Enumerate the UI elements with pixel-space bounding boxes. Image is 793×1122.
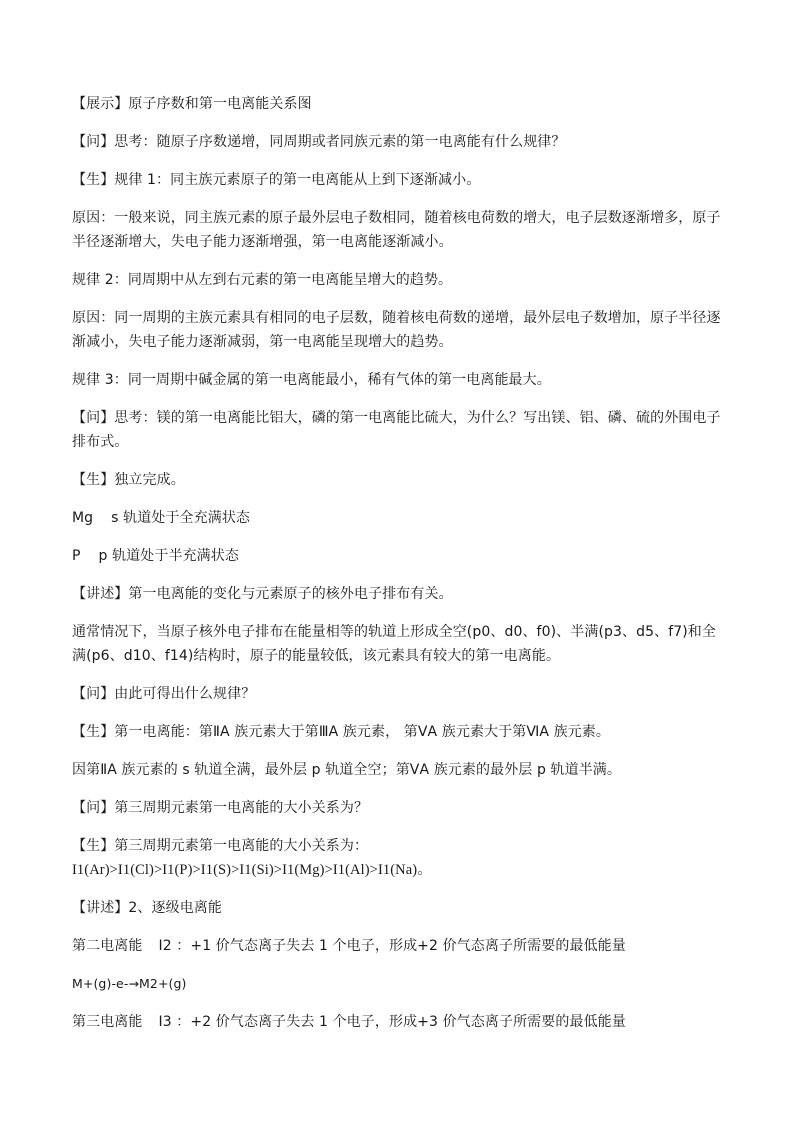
ionization-order-formula: I1(Ar)>I1(Cl)>I1(P)>I1(S)>I1(Si)>I1(Mg)>I1(Al)>I1(Na)。: [72, 862, 432, 878]
rule-3: 规律 3：同一周期中碱金属的第一电离能最小，稀有气体的第一电离能最大。: [72, 372, 551, 388]
showcase-heading: 【展示】原子序数和第一电离能关系图: [72, 96, 312, 112]
rule-reason: 因第ⅡA 族元素的 s 轨道全满，最外层 p 轨道全空；第ⅤA 族元素的最外层 p 轨道半满。: [72, 762, 621, 778]
lecture-2: 【讲述】2、逐级电离能: [72, 900, 223, 916]
document-page: [72, 92, 724, 1048]
second-ionization-definition: Ⅰ2 ：+1 价气态离子失去 1 个电子，形成+2 价气态离子所需要的最低能量: [158, 938, 626, 954]
rule-1: 【生】规律 1：同主族元素原子的第一电离能从上到下逐渐减小。: [72, 172, 481, 188]
mg-line: [72, 506, 724, 530]
p-symbol: P: [72, 548, 81, 564]
third-ionization-definition: Ⅰ3 ：+2 价气态离子失去 1 个电子，形成+3 价气态离子所需要的最低能量: [158, 1014, 626, 1030]
period-3-order-label: 【生】第三周期元素第一电离能的大小关系为：: [72, 838, 369, 854]
student-rule: 【生】第一电离能：第ⅡA 族元素大于第ⅢA 族元素， 第ⅤA 族元素大于第ⅥA 族元素。: [72, 724, 610, 740]
question-1: 【问】思考：随原子序数递增，同周期或者同族元素的第一电离能有什么规律？: [72, 134, 566, 150]
question-2: 【问】思考：镁的第一电离能比铝大，磷的第一电离能比硫大，为什么？写出镁、铝、磷、硫的外围电子排布式。: [72, 410, 721, 450]
third-ionization-line: [72, 1010, 724, 1034]
p-note: p 轨道处于半充满状态: [98, 548, 239, 564]
lecture-1: 【讲述】第一电离能的变化与元素原子的核外电子排布有关。: [72, 586, 453, 602]
mg-symbol: Mg: [72, 510, 94, 526]
student-answer: 【生】独立完成。: [72, 472, 185, 488]
rule-2: 规律 2：同周期中从左到右元素的第一电离能呈增大的趋势。: [72, 272, 453, 288]
mg-note: s 轨道处于全充满状态: [111, 510, 251, 526]
reason-1: 原因：一般来说，同主族元素的原子最外层电子数相同，随着核电荷数的增大，电子层数逐渐增多，原子半径逐渐增大，失电子能力逐渐增强，第一电离能逐渐减小。: [72, 210, 721, 250]
reason-2: 原因：同一周期的主族元素具有相同的电子层数，随着核电荷数的递增，最外层电子数增加，原子半径逐渐减小，失电子能力逐渐减弱，第一电离能呈现增大的趋势。: [72, 310, 721, 350]
third-ionization-term: 第三电离能: [72, 1014, 143, 1030]
second-ionization-line: [72, 934, 724, 958]
question-3: 【问】由此可得出什么规律？: [72, 686, 256, 702]
p-line: [72, 544, 724, 568]
second-ionization-equation: M+(g)-e-→M2+(g): [72, 976, 187, 991]
period-3-order: [72, 834, 724, 882]
lecture-1-detail: 通常情况下，当原子核外电子排布在能量相等的轨道上形成全空(p0、d0、f0)、半满(p3、d5、f7)和全满(p6、d10、f14)结构时，原子的能量较低，该元素具有较大的第一电离能。: [72, 624, 716, 664]
second-ionization-term: 第二电离能: [72, 938, 143, 954]
question-4: 【问】第三周期元素第一电离能的大小关系为？: [72, 800, 369, 816]
